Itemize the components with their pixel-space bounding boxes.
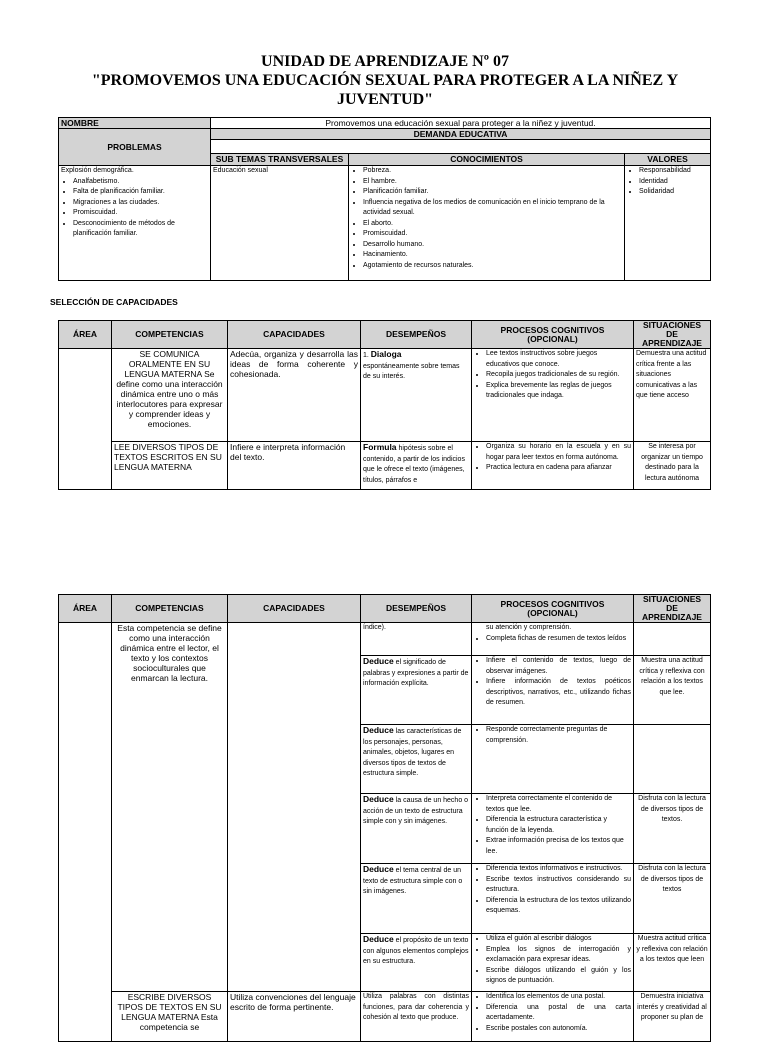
header-area: ÁREA bbox=[59, 321, 112, 349]
proceso-item: • Diferencia una postal de una carta acertadamente. bbox=[486, 1003, 631, 1024]
competencia-cell: Esta competencia se define como una interacción dinámica entre el lector, el texto y los contextos socioculturales que enmarcan la lectura. bbox=[112, 623, 228, 992]
nombre-value: Promovemos una educación sexual para proteger a la niñez y juventud. bbox=[211, 118, 711, 129]
conocimiento-item: • Promiscuidad. bbox=[363, 229, 622, 240]
proceso-item: • Recopila juegos tradicionales de su región. bbox=[486, 370, 631, 381]
header-situaciones bbox=[634, 595, 711, 623]
desempeno-verb: Deduce bbox=[363, 794, 394, 804]
header-situaciones-line1: SITUACIONES DE bbox=[642, 594, 702, 613]
desempeno-verb: Deduce bbox=[363, 864, 394, 874]
desempeno-verb: Formula bbox=[363, 442, 397, 452]
header-desempenos: DESEMPEÑOS bbox=[361, 595, 472, 623]
conocimiento-item: • Desarrollo humano. bbox=[363, 240, 622, 251]
conocimientos-cell bbox=[349, 166, 625, 281]
desempeno-text: el tema central de un texto de estructura simple con o sin imágenes. bbox=[363, 867, 463, 895]
problema-item: • Analfabetismo. bbox=[73, 177, 208, 188]
proceso-item: • Utiliza el guión al escribir diálogos bbox=[486, 934, 631, 945]
situacion-cell: Se interesa por organizar un tiempo destinado para la lectura autónoma bbox=[634, 442, 711, 490]
valores-cell bbox=[625, 166, 711, 281]
valor-item: • Responsabilidad bbox=[639, 166, 708, 177]
desempeno-verb: Deduce bbox=[363, 725, 394, 735]
demanda-label: DEMANDA EDUCATIVA bbox=[211, 129, 711, 140]
proceso-item: • Emplea los signos de interrogación y exclamación para expresar ideas. bbox=[486, 945, 631, 966]
capacidad-cell bbox=[228, 623, 361, 992]
header-area: ÁREA bbox=[59, 595, 112, 623]
desempeno-cell bbox=[361, 864, 472, 934]
conocimiento-item: • Influencia negativa de los medios de comunicación en el inicio temprano de la actividad sexual. bbox=[363, 198, 622, 219]
competencia-cell: SE COMUNICA ORALMENTE EN SU LENGUA MATERNA Se define como una interacción dinámica entre uno o más interlocutores para expresar y comprender ideas y emociones. bbox=[112, 349, 228, 442]
conocimiento-item: • El hambre. bbox=[363, 177, 622, 188]
competencia-cell: LEE DIVERSOS TIPOS DE TEXTOS ESCRITOS EN SU LENGUA MATERNA bbox=[112, 442, 228, 490]
nombre-label: NOMBRE bbox=[59, 118, 211, 129]
situacion-cell: Disfruta con la lectura de diversos tipos de textos bbox=[634, 864, 711, 934]
desempeno-cell bbox=[361, 656, 472, 725]
title-line-1: UNIDAD DE APRENDIZAJE Nº 07 bbox=[261, 53, 509, 70]
capacidad-cell: Adecúa, organiza y desarrolla las ideas de forma coherente y cohesionada. bbox=[228, 349, 361, 442]
proceso-item: • Escribe textos instructivos considerando su estructura. bbox=[486, 875, 631, 896]
section-label: SELECCIÓN DE CAPACIDADES bbox=[50, 297, 178, 307]
procesos-cell bbox=[472, 794, 634, 864]
desempeno-verb: Deduce bbox=[363, 656, 394, 666]
header-procesos bbox=[472, 321, 634, 349]
conocimiento-item: • Pobreza. bbox=[363, 166, 622, 177]
procesos-cell bbox=[472, 934, 634, 992]
header-procesos-line1: PROCESOS COGNITIVOS bbox=[500, 324, 605, 335]
situacion-cell bbox=[634, 725, 711, 794]
desempeno-cell bbox=[361, 934, 472, 992]
proceso-continuation: su atención y comprensión. bbox=[486, 624, 572, 631]
capacidad-cell: Utiliza convenciones del lenguaje escrito de forma pertinente. bbox=[228, 992, 361, 1042]
conocimiento-item: • Agotamiento de recursos naturales. bbox=[363, 261, 622, 272]
capacidad-cell: Infiere e interpreta información del texto. bbox=[228, 442, 361, 490]
header-desempenos: DESEMPEÑOS bbox=[361, 321, 472, 349]
title-line-3: JUVENTUD" bbox=[337, 91, 433, 108]
desempeno-number: 1. bbox=[363, 352, 369, 359]
problemas-head: Explosión demográfica. bbox=[61, 167, 134, 174]
proceso-item: • Escribe postales con autonomía. bbox=[486, 1024, 631, 1035]
header-situaciones-line2: APRENDIZAJE bbox=[642, 338, 702, 348]
competencia-cell: ESCRIBE DIVERSOS TIPOS DE TEXTOS EN SU LENGUA MATERNA Esta competencia se bbox=[112, 992, 228, 1042]
procesos-cell bbox=[472, 349, 634, 442]
procesos-cell bbox=[472, 442, 634, 490]
desempeno-text: el propósito de un texto con algunos elementos complejos en su estructura. bbox=[363, 937, 469, 965]
conocimiento-item: • El aborto. bbox=[363, 219, 622, 230]
header-capacidades: CAPACIDADES bbox=[228, 595, 361, 623]
situacion-cell: Muestra una actitud crítica y reflexiva con relación a los textos que lee. bbox=[634, 656, 711, 725]
problemas-cell bbox=[59, 166, 211, 281]
situacion-cell bbox=[634, 623, 711, 656]
header-situaciones bbox=[634, 321, 711, 349]
procesos-cell bbox=[472, 623, 634, 656]
proceso-item: • Infiere información de textos poéticos descriptivos, narrativos, etc., utilizando fichas de resumen. bbox=[486, 677, 631, 709]
capacidades-table-1 bbox=[58, 320, 711, 490]
header-competencias: COMPETENCIAS bbox=[112, 595, 228, 623]
area-cell bbox=[59, 349, 112, 490]
desempeno-cell: Utiliza palabras con distintas funciones, para dar coherencia y cohesión al texto que produce. bbox=[361, 992, 472, 1042]
procesos-cell bbox=[472, 864, 634, 934]
proceso-item: • Lee textos instructivos sobre juegos educativos que conoce. bbox=[486, 349, 631, 370]
desempeno-cell bbox=[361, 349, 472, 442]
valor-item: • Identidad bbox=[639, 177, 708, 188]
header-procesos-line1: PROCESOS COGNITIVOS bbox=[500, 598, 605, 609]
conocimiento-item: • Hacinamiento. bbox=[363, 250, 622, 261]
conocimientos-label: CONOCIMIENTOS bbox=[349, 154, 625, 166]
conocimiento-item: • Planificación familiar. bbox=[363, 187, 622, 198]
proceso-item: • Diferencia la estructura característica y función de la leyenda. bbox=[486, 815, 631, 836]
demanda-blank bbox=[211, 140, 711, 154]
proceso-item: • Diferencia la estructura de los textos utilizando esquemas. bbox=[486, 896, 631, 917]
problemas-label: PROBLEMAS bbox=[59, 129, 211, 166]
proceso-item: • Escribe diálogos utilizando el guión y los signos de puntuación. bbox=[486, 966, 631, 987]
desempeno-text: las características de los personajes, personas, animales, objetos, lugares en diversos tipos de textos de estructura simple. bbox=[363, 728, 462, 777]
desempeno-verb: Dialoga bbox=[370, 349, 402, 359]
situacion-cell: Muestra actitud crítica y reflexiva con relación a los textos que leen bbox=[634, 934, 711, 992]
proceso-item: • Explica brevemente las reglas de juegos tradicionales que indaga. bbox=[486, 381, 631, 402]
header-capacidades: CAPACIDADES bbox=[228, 321, 361, 349]
header-situaciones-line1: SITUACIONES DE bbox=[642, 320, 702, 339]
proceso-item: • Diferencia textos informativos e instructivos. bbox=[486, 864, 631, 875]
desempeno-text: la causa de un hecho o acción de un texto de estructura simple con y sin imágenes. bbox=[363, 797, 469, 825]
valor-item: • Solidaridad bbox=[639, 187, 708, 198]
document-title bbox=[60, 52, 710, 109]
desempeno-cell: índice). bbox=[361, 623, 472, 656]
problema-item: • Desconocimiento de métodos de planificación familiar. bbox=[73, 219, 208, 240]
sub-temas-label: SUB TEMAS TRANSVERSALES bbox=[211, 154, 349, 166]
desempeno-verb: Deduce bbox=[363, 934, 394, 944]
unit-summary-table bbox=[58, 117, 711, 281]
header-procesos-line2: (OPCIONAL) bbox=[527, 333, 578, 344]
problema-item: • Falta de planificación familiar. bbox=[73, 187, 208, 198]
proceso-item: • Completa fichas de resumen de textos leídos bbox=[486, 634, 631, 645]
procesos-cell bbox=[472, 725, 634, 794]
desempeno-text: el significado de palabras y expresiones a partir de información explícita. bbox=[363, 659, 469, 687]
header-competencias: COMPETENCIAS bbox=[112, 321, 228, 349]
proceso-item: • Extrae información precisa de los textos que lee. bbox=[486, 836, 631, 857]
desempeno-cell bbox=[361, 442, 472, 490]
proceso-item: • Infiere el contenido de textos, luego de observar imágenes. bbox=[486, 656, 631, 677]
desempeno-cell bbox=[361, 725, 472, 794]
proceso-item: • Identifica los elementos de una postal. bbox=[486, 992, 631, 1003]
desempeno-cell bbox=[361, 794, 472, 864]
header-procesos bbox=[472, 595, 634, 623]
proceso-item: • Interpreta correctamente el contenido de textos que lee. bbox=[486, 794, 631, 815]
valores-label: VALORES bbox=[625, 154, 711, 166]
header-situaciones-line2: APRENDIZAJE bbox=[642, 612, 702, 622]
procesos-cell bbox=[472, 992, 634, 1042]
situacion-cell: Disfruta con la lectura de diversos tipos de textos. bbox=[634, 794, 711, 864]
header-procesos-line2: (OPCIONAL) bbox=[527, 607, 578, 618]
capacidades-table-2 bbox=[58, 594, 711, 1042]
sub-tema-cell: Educación sexual bbox=[211, 166, 349, 281]
desempeno-text: hipótesis sobre el contenido, a partir de los indicios que le ofrece el texto (imágenes, títulos, párrafos e bbox=[363, 445, 465, 484]
proceso-item: • Practica lectura en cadena para afianzar bbox=[486, 463, 631, 474]
situacion-cell: Demuestra iniciativa interés y creatividad al proponer su plan de bbox=[634, 992, 711, 1042]
proceso-item: • Organiza su horario en la escuela y en su hogar para leer textos en forma autónoma. bbox=[486, 442, 631, 463]
situacion-cell: Demuestra una actitud crítica frente a las situaciones comunicativas a las que tiene acceso bbox=[634, 349, 711, 442]
title-line-2: "PROMOVEMOS UNA EDUCACIÓN SEXUAL PARA PROTEGER A LA NIÑEZ Y bbox=[91, 72, 679, 89]
problema-item: • Migraciones a las ciudades. bbox=[73, 198, 208, 209]
problema-item: • Promiscuidad. bbox=[73, 208, 208, 219]
desempeno-text: espontáneamente sobre temas de su interés. bbox=[363, 362, 460, 380]
proceso-item: • Responde correctamente preguntas de comprensión. bbox=[486, 725, 631, 746]
procesos-cell bbox=[472, 656, 634, 725]
area-cell bbox=[59, 623, 112, 1042]
